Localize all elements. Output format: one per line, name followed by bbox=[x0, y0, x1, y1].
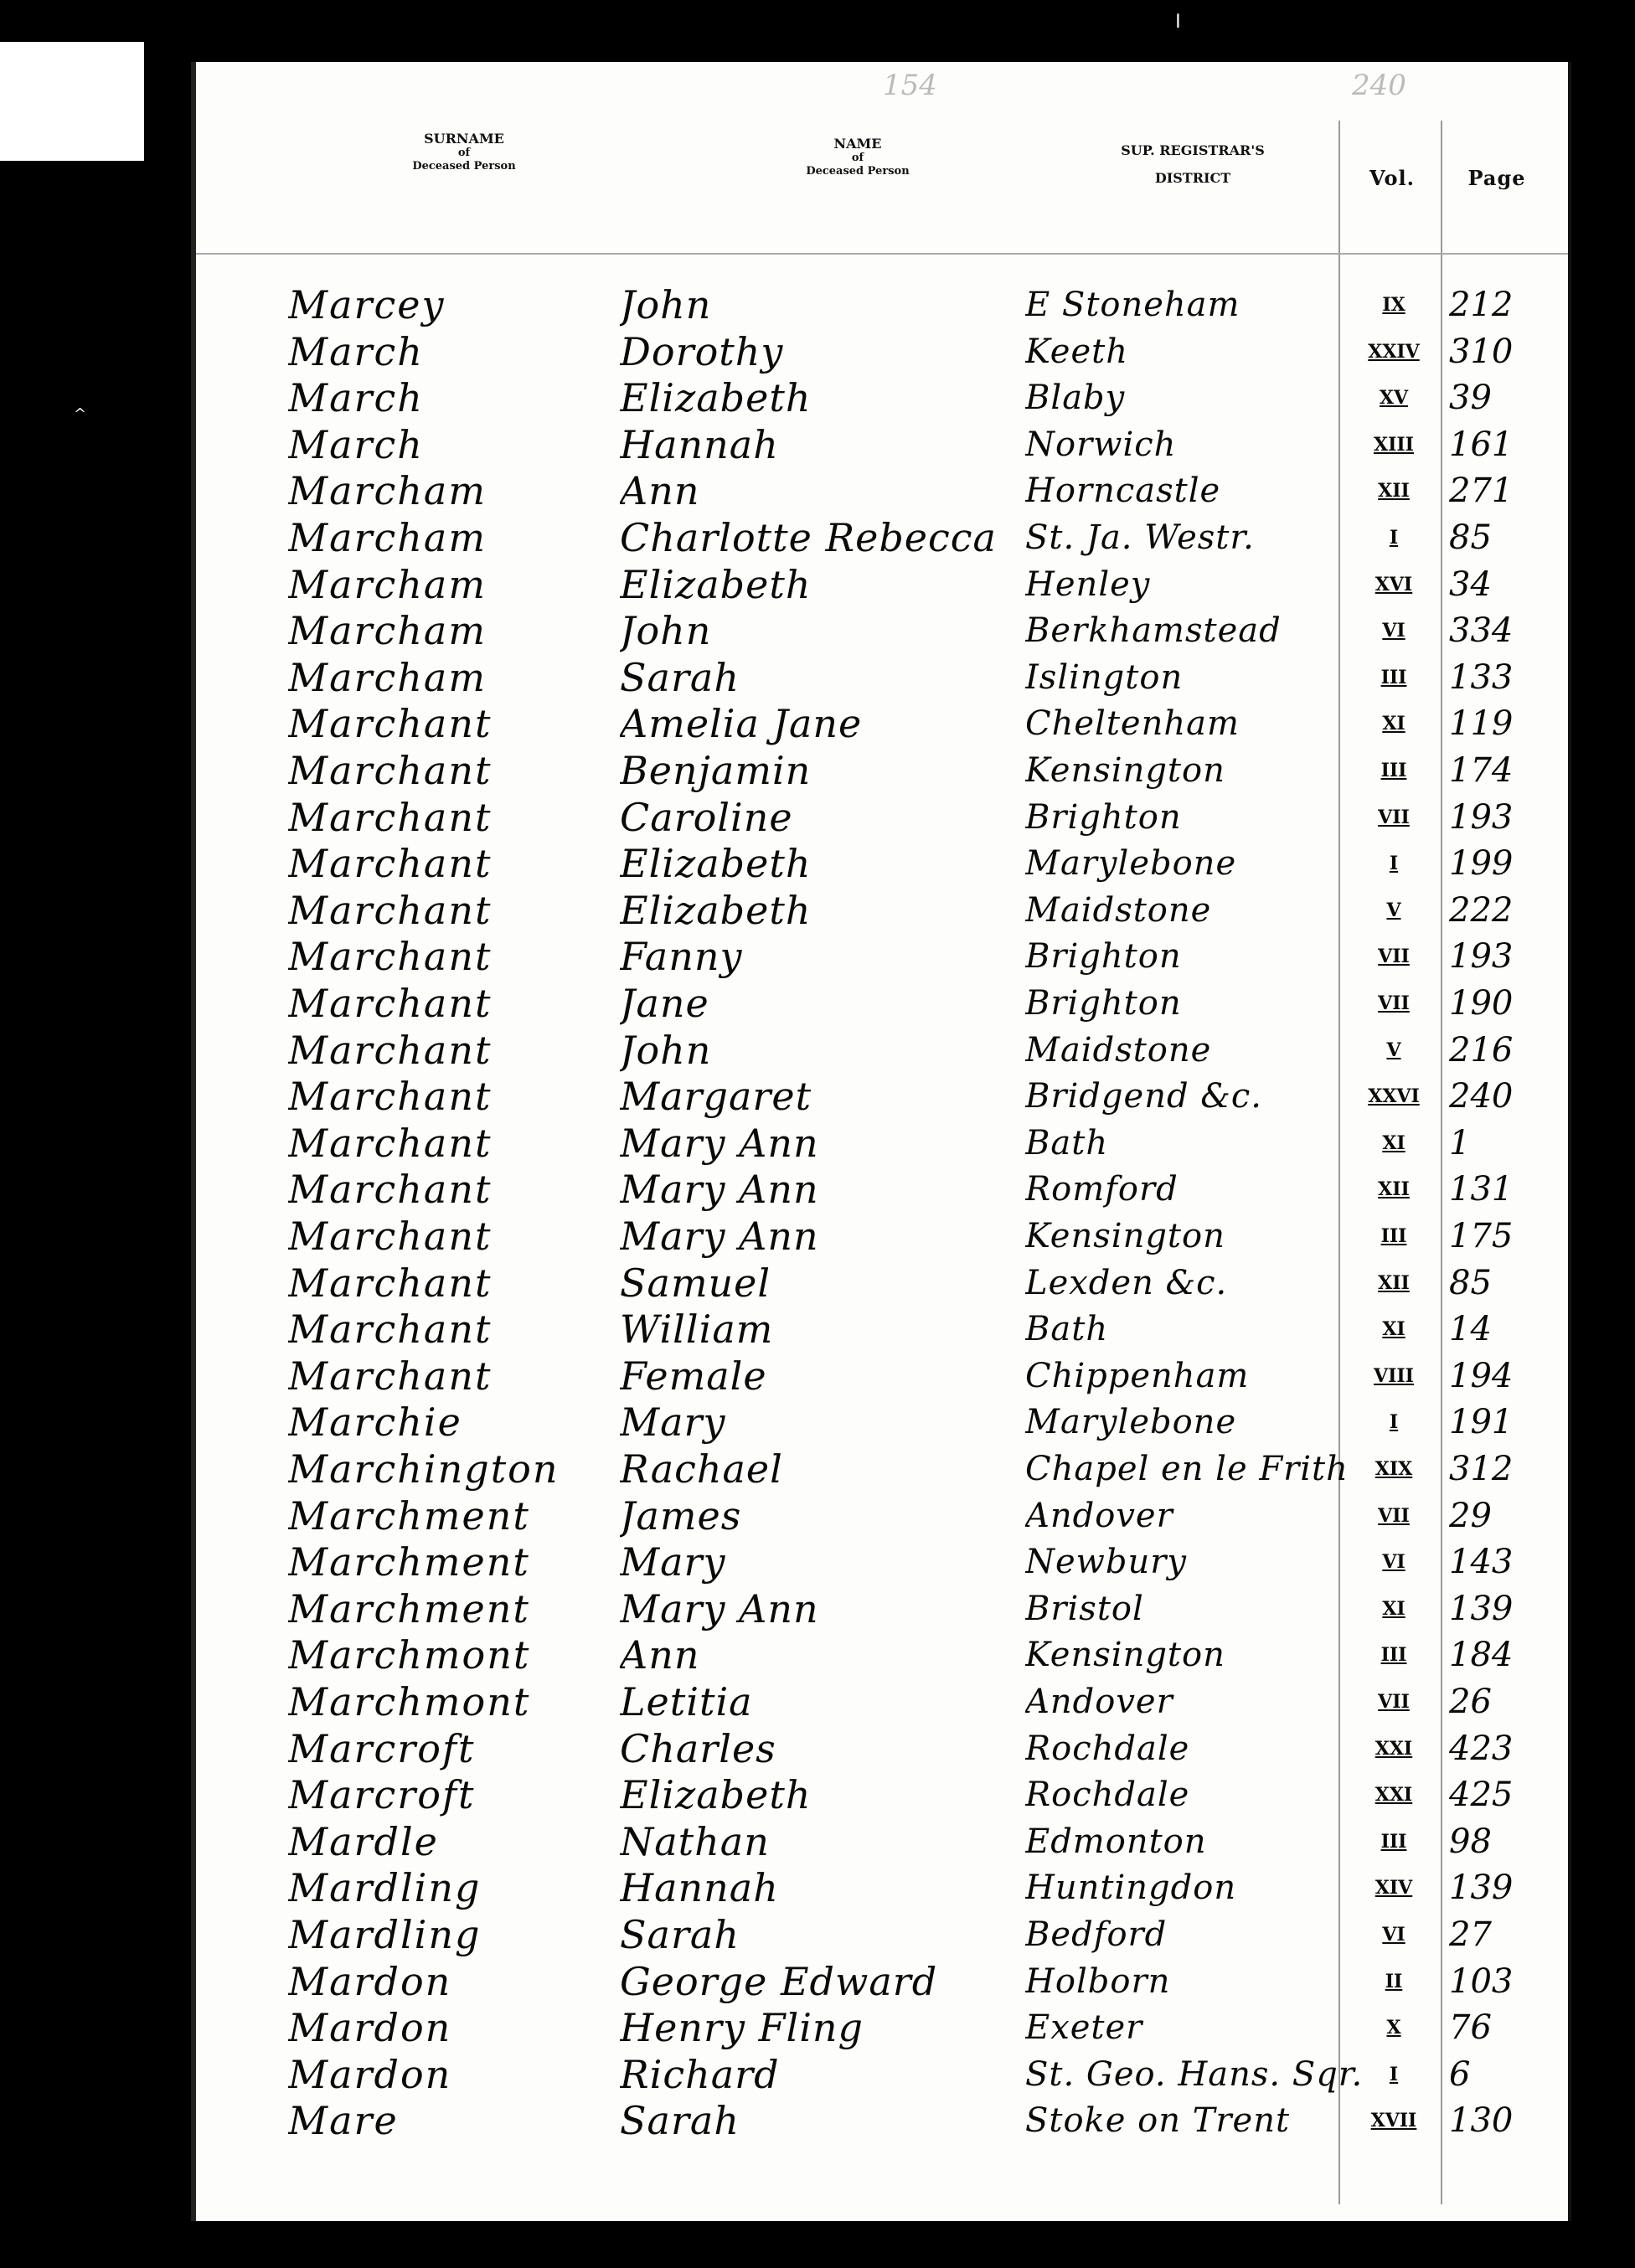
header-name: NAME of Deceased Person bbox=[806, 136, 910, 178]
name-cell: Sarah bbox=[620, 2098, 740, 2144]
register-page bbox=[191, 62, 1571, 2221]
district-cell: Kensington bbox=[1025, 1217, 1225, 1255]
page-cell: 190 bbox=[1449, 984, 1514, 1023]
table-row bbox=[196, 281, 1568, 328]
page-cell: 130 bbox=[1449, 2101, 1514, 2141]
surname-cell: Marchie bbox=[288, 1399, 462, 1446]
surname-cell: March bbox=[288, 421, 424, 467]
white-tab-marker bbox=[0, 42, 144, 161]
pencil-note-right: 240 bbox=[1352, 69, 1406, 102]
page-cell: 26 bbox=[1449, 1683, 1492, 1721]
vol-cell: VI bbox=[1382, 620, 1405, 642]
name-cell: Nathan bbox=[620, 1818, 770, 1864]
table-row bbox=[196, 1306, 1568, 1353]
header-surname: SURNAME of Deceased Person bbox=[412, 131, 516, 173]
header-vol: Vol. bbox=[1369, 166, 1415, 190]
vol-cell: XVII bbox=[1370, 2110, 1417, 2132]
surname-cell: Marchment bbox=[288, 1492, 530, 1539]
name-cell: Mary bbox=[620, 1399, 726, 1446]
page-cell: 425 bbox=[1449, 1776, 1514, 1815]
surname-cell: Marchant bbox=[288, 701, 493, 747]
surname-cell: Marchant bbox=[288, 1353, 493, 1399]
name-cell: Benjamin bbox=[620, 748, 812, 793]
table-row bbox=[196, 1027, 1568, 1074]
table-row bbox=[196, 1678, 1568, 1725]
name-cell: Elizabeth bbox=[620, 375, 812, 421]
district-cell: Keeth bbox=[1025, 332, 1128, 371]
district-cell: Marylebone bbox=[1025, 844, 1237, 884]
name-cell: Richard bbox=[620, 2051, 780, 2097]
vol-cell: VI bbox=[1382, 1924, 1405, 1946]
name-cell: Ann bbox=[620, 1632, 700, 1678]
page-cell: 334 bbox=[1449, 611, 1514, 651]
page-cell: 131 bbox=[1449, 1170, 1514, 1209]
page-cell: 240 bbox=[1449, 1077, 1514, 1116]
table-row bbox=[196, 1911, 1568, 1958]
district-cell: Norwich bbox=[1025, 425, 1177, 464]
surname-cell: Marcey bbox=[288, 282, 446, 327]
surname-cell: Marchant bbox=[288, 1027, 493, 1073]
district-cell: Rochdale bbox=[1025, 1776, 1190, 1815]
surname-cell: Marcham bbox=[288, 608, 487, 654]
table-row bbox=[196, 1213, 1568, 1260]
district-cell: Rochdale bbox=[1025, 1729, 1190, 1768]
table-row bbox=[196, 421, 1568, 468]
surname-cell: Marcham bbox=[288, 561, 487, 607]
page-cell: 143 bbox=[1449, 1543, 1514, 1582]
vol-cell: XI bbox=[1382, 1597, 1405, 1620]
page-cell: 175 bbox=[1449, 1217, 1514, 1255]
district-cell: Horncastle bbox=[1025, 472, 1221, 511]
page-cell: 184 bbox=[1449, 1636, 1514, 1675]
table-row bbox=[196, 887, 1568, 934]
vol-cell: XII bbox=[1378, 1271, 1410, 1294]
district-cell: Maidstone bbox=[1025, 1030, 1212, 1070]
district-cell: Kensington bbox=[1025, 1636, 1225, 1675]
name-cell: Elizabeth bbox=[620, 887, 812, 933]
district-cell: Marylebone bbox=[1025, 1403, 1237, 1442]
vol-cell: I bbox=[1389, 1411, 1399, 1434]
surname-cell: Marchmont bbox=[288, 1679, 531, 1724]
name-cell: Elizabeth bbox=[620, 1772, 812, 1818]
page-cell: 423 bbox=[1449, 1729, 1514, 1768]
district-cell: Bath bbox=[1025, 1310, 1109, 1349]
vol-cell: X bbox=[1386, 2017, 1401, 2039]
vol-cell: V bbox=[1386, 899, 1401, 921]
vol-cell: III bbox=[1380, 1830, 1407, 1853]
table-row bbox=[196, 1864, 1568, 1911]
surname-cell: Mardon bbox=[288, 2005, 452, 2051]
page-cell: 222 bbox=[1449, 890, 1514, 930]
page-cell: 271 bbox=[1449, 472, 1514, 511]
header-page: Page bbox=[1467, 166, 1526, 190]
name-cell: Mary bbox=[620, 1539, 726, 1585]
name-cell: Female bbox=[620, 1353, 767, 1399]
name-cell: Elizabeth bbox=[620, 561, 812, 607]
name-cell: Hannah bbox=[620, 1865, 779, 1911]
surname-cell: Marcham bbox=[288, 515, 487, 560]
surname-cell: Marcroft bbox=[288, 1772, 476, 1818]
table-row bbox=[196, 2097, 1568, 2144]
page-cell: 312 bbox=[1449, 1450, 1514, 1488]
vol-cell: VII bbox=[1378, 1691, 1410, 1713]
table-row bbox=[196, 467, 1568, 514]
district-cell: Romford bbox=[1025, 1170, 1179, 1209]
page-cell: 194 bbox=[1449, 1356, 1514, 1395]
surname-cell: Marchmont bbox=[288, 1632, 531, 1678]
page-cell: 161 bbox=[1449, 425, 1514, 464]
district-cell: Maidstone bbox=[1025, 890, 1212, 930]
table-row bbox=[196, 1446, 1568, 1492]
surname-cell: Marchant bbox=[288, 794, 493, 840]
surname-cell: Mardle bbox=[288, 1818, 439, 1864]
surname-cell: March bbox=[288, 328, 424, 374]
table-row bbox=[196, 1631, 1568, 1678]
district-cell: Holborn bbox=[1025, 1961, 1171, 2001]
surname-cell: Marcroft bbox=[288, 1725, 476, 1771]
vol-cell: XI bbox=[1382, 1318, 1405, 1341]
table-row bbox=[196, 1818, 1568, 1865]
table-row bbox=[196, 700, 1568, 747]
page-cell: 133 bbox=[1449, 657, 1514, 697]
surname-cell: Marcham bbox=[288, 654, 487, 700]
district-cell: Newbury bbox=[1025, 1543, 1187, 1582]
district-cell: Cheltenham bbox=[1025, 704, 1240, 744]
district-cell: Andover bbox=[1025, 1683, 1173, 1721]
surname-cell: Marchant bbox=[288, 1307, 493, 1353]
name-cell: Rachael bbox=[620, 1446, 783, 1492]
surname-cell: Mardon bbox=[288, 2051, 452, 2097]
vol-cell: VII bbox=[1378, 1504, 1410, 1527]
page-cell: 310 bbox=[1449, 332, 1514, 371]
name-cell: Margaret bbox=[620, 1074, 812, 1120]
table-row bbox=[196, 328, 1568, 375]
surname-cell: Marchant bbox=[288, 1214, 493, 1259]
vol-cell: XI bbox=[1382, 1131, 1405, 1154]
page-cell: 39 bbox=[1449, 379, 1492, 418]
table-row bbox=[196, 2051, 1568, 2098]
page-cell: 139 bbox=[1449, 1869, 1514, 1908]
district-cell: Lexden &c. bbox=[1025, 1263, 1228, 1302]
page-cell: 1 bbox=[1449, 1123, 1471, 1162]
page-cell: 98 bbox=[1449, 1822, 1492, 1861]
surname-cell: Marchant bbox=[288, 1074, 493, 1120]
page-cell: 34 bbox=[1449, 564, 1492, 604]
district-cell: Stoke on Trent bbox=[1025, 2101, 1291, 2141]
name-cell: Samuel bbox=[620, 1260, 771, 1306]
district-cell: Henley bbox=[1025, 564, 1151, 604]
district-cell: Huntingdon bbox=[1025, 1869, 1237, 1908]
name-cell: Sarah bbox=[620, 1912, 740, 1957]
vol-cell: VII bbox=[1378, 992, 1410, 1014]
page-cell: 216 bbox=[1449, 1030, 1514, 1070]
district-cell: Islington bbox=[1025, 657, 1184, 697]
district-cell: Brighton bbox=[1025, 797, 1182, 837]
top-edge-mark-icon: ╷ bbox=[1171, 0, 1185, 28]
name-cell: Ann bbox=[620, 468, 700, 514]
name-cell: Mary Ann bbox=[620, 1214, 819, 1259]
name-cell: James bbox=[620, 1492, 742, 1539]
table-row bbox=[196, 1260, 1568, 1307]
page-cell: 193 bbox=[1449, 797, 1514, 837]
vol-cell: XV bbox=[1379, 387, 1409, 410]
name-cell: Jane bbox=[620, 981, 709, 1026]
vol-cell: I bbox=[1389, 853, 1399, 875]
district-cell: Kensington bbox=[1025, 751, 1225, 790]
page-cell: 29 bbox=[1449, 1496, 1492, 1535]
table-row bbox=[196, 1725, 1568, 1772]
surname-cell: Marchant bbox=[288, 887, 493, 933]
name-cell: Charles bbox=[620, 1725, 776, 1771]
page-cell: 14 bbox=[1449, 1310, 1492, 1349]
surname-cell: Marchant bbox=[288, 981, 493, 1026]
table-row bbox=[196, 1399, 1568, 1446]
vol-cell: III bbox=[1380, 666, 1407, 688]
vol-cell: XXIV bbox=[1368, 340, 1420, 363]
vol-cell: V bbox=[1386, 1039, 1401, 1061]
table-row bbox=[196, 1958, 1568, 2005]
table-row bbox=[196, 794, 1568, 841]
page-cell: 6 bbox=[1449, 2054, 1471, 2094]
table-row bbox=[196, 840, 1568, 887]
district-cell: St. Geo. Hans. Sqr. bbox=[1025, 2054, 1364, 2094]
vol-cell: XXI bbox=[1375, 1737, 1413, 1760]
page-cell: 76 bbox=[1449, 2008, 1492, 2048]
vol-cell: III bbox=[1380, 1644, 1407, 1667]
table-row bbox=[196, 514, 1568, 561]
surname-cell: Mardling bbox=[288, 1865, 482, 1911]
page-cell: 85 bbox=[1449, 518, 1492, 557]
surname-cell: Marchington bbox=[288, 1446, 560, 1492]
vol-cell: XII bbox=[1378, 1178, 1410, 1201]
vol-cell: VII bbox=[1378, 946, 1410, 968]
name-cell: Elizabeth bbox=[620, 841, 812, 887]
vol-cell: I bbox=[1389, 527, 1399, 549]
vol-cell: XIV bbox=[1375, 1877, 1413, 1899]
vol-cell: VII bbox=[1378, 806, 1410, 828]
name-cell: Dorothy bbox=[620, 328, 784, 374]
page-cell: 139 bbox=[1449, 1589, 1514, 1628]
pencil-note-left: 154 bbox=[883, 69, 937, 102]
district-cell: Brighton bbox=[1025, 984, 1182, 1023]
surname-cell: Marchant bbox=[288, 1120, 493, 1166]
vol-cell: XVI bbox=[1375, 573, 1413, 595]
surname-cell: Marchant bbox=[288, 1260, 493, 1306]
table-row bbox=[196, 980, 1568, 1027]
page-cell: 103 bbox=[1449, 1961, 1514, 2001]
name-cell: John bbox=[620, 1027, 712, 1073]
vol-cell: II bbox=[1385, 1970, 1403, 1992]
name-cell: Mary Ann bbox=[620, 1120, 819, 1166]
district-cell: Bath bbox=[1025, 1123, 1109, 1162]
vol-cell: XXI bbox=[1375, 1784, 1413, 1807]
name-cell: Sarah bbox=[620, 654, 740, 700]
table-row bbox=[196, 2004, 1568, 2051]
district-cell: Chapel en le Frith bbox=[1025, 1450, 1349, 1488]
name-cell: Charlotte Rebecca bbox=[620, 515, 997, 560]
district-cell: E Stoneham bbox=[1025, 286, 1240, 324]
table-row bbox=[196, 1539, 1568, 1585]
page-cell: 174 bbox=[1449, 751, 1514, 790]
vol-cell: XIII bbox=[1374, 433, 1414, 456]
vol-cell: XIX bbox=[1375, 1458, 1413, 1480]
table-row bbox=[196, 747, 1568, 794]
name-cell: Fanny bbox=[620, 934, 743, 980]
table-row bbox=[196, 607, 1568, 654]
page-cell: 193 bbox=[1449, 937, 1514, 977]
name-cell: Letitia bbox=[620, 1679, 753, 1724]
district-cell: Berkhamstead bbox=[1025, 611, 1282, 651]
surname-cell: Marchant bbox=[288, 841, 493, 887]
surname-cell: Mardon bbox=[288, 1958, 452, 2004]
district-cell: Chippenham bbox=[1025, 1356, 1250, 1395]
table-row bbox=[196, 1073, 1568, 1120]
table-row bbox=[196, 1120, 1568, 1167]
name-cell: John bbox=[620, 608, 712, 654]
name-cell: Hannah bbox=[620, 421, 779, 467]
surname-cell: Mare bbox=[288, 2098, 399, 2144]
page-cell: 212 bbox=[1449, 286, 1514, 324]
table-row bbox=[196, 1771, 1568, 1818]
table-row bbox=[196, 374, 1568, 421]
vol-cell: IX bbox=[1382, 294, 1405, 316]
district-cell: Exeter bbox=[1025, 2008, 1143, 2048]
margin-mark-icon: ^ bbox=[74, 405, 87, 423]
surname-cell: Marchant bbox=[288, 934, 493, 980]
district-cell: Brighton bbox=[1025, 937, 1182, 977]
district-cell: St. Ja. Westr. bbox=[1025, 518, 1255, 557]
surname-cell: Marchant bbox=[288, 748, 493, 793]
name-cell: Mary Ann bbox=[620, 1167, 819, 1213]
table-row bbox=[196, 1353, 1568, 1399]
vol-cell: XII bbox=[1378, 480, 1410, 503]
vol-cell: I bbox=[1389, 2063, 1399, 2085]
page-cell: 27 bbox=[1449, 1915, 1492, 1954]
header-rule bbox=[196, 253, 1568, 255]
surname-cell: Marcham bbox=[288, 468, 487, 514]
district-cell: Edmonton bbox=[1025, 1822, 1207, 1861]
surname-cell: Mardling bbox=[288, 1912, 482, 1957]
page-cell: 199 bbox=[1449, 844, 1514, 884]
vol-cell: VI bbox=[1382, 1551, 1405, 1574]
table-row bbox=[196, 561, 1568, 608]
name-cell: Henry Fling bbox=[620, 2005, 864, 2051]
table-row bbox=[196, 1166, 1568, 1213]
surname-cell: Marchment bbox=[288, 1585, 530, 1631]
name-cell: John bbox=[620, 282, 712, 327]
name-cell: Caroline bbox=[620, 794, 793, 840]
name-cell: George Edward bbox=[620, 1958, 938, 2004]
vol-cell: III bbox=[1380, 1225, 1407, 1247]
header-district: SUP. REGISTRAR'S DISTRICT bbox=[1121, 142, 1265, 186]
district-cell: Bristol bbox=[1025, 1589, 1144, 1628]
district-cell: Andover bbox=[1025, 1496, 1173, 1535]
vol-cell: XXVI bbox=[1368, 1085, 1420, 1108]
table-row bbox=[196, 654, 1568, 701]
page-cell: 85 bbox=[1449, 1263, 1492, 1302]
table-row bbox=[196, 1492, 1568, 1539]
vol-cell: XI bbox=[1382, 713, 1405, 735]
page-cell: 119 bbox=[1449, 704, 1514, 744]
vol-cell: VIII bbox=[1374, 1364, 1414, 1387]
name-cell: Amelia Jane bbox=[620, 701, 863, 747]
name-cell: William bbox=[620, 1307, 774, 1353]
name-cell: Mary Ann bbox=[620, 1585, 819, 1631]
district-cell: Blaby bbox=[1025, 379, 1126, 418]
surname-cell: Marchment bbox=[288, 1539, 530, 1585]
table-row bbox=[196, 1585, 1568, 1632]
district-cell: Bedford bbox=[1025, 1915, 1168, 1954]
district-cell: Bridgend &c. bbox=[1025, 1077, 1262, 1116]
page-cell: 191 bbox=[1449, 1403, 1514, 1442]
surname-cell: March bbox=[288, 375, 424, 421]
surname-cell: Marchant bbox=[288, 1167, 493, 1213]
vol-cell: III bbox=[1380, 760, 1407, 781]
table-row bbox=[196, 933, 1568, 980]
